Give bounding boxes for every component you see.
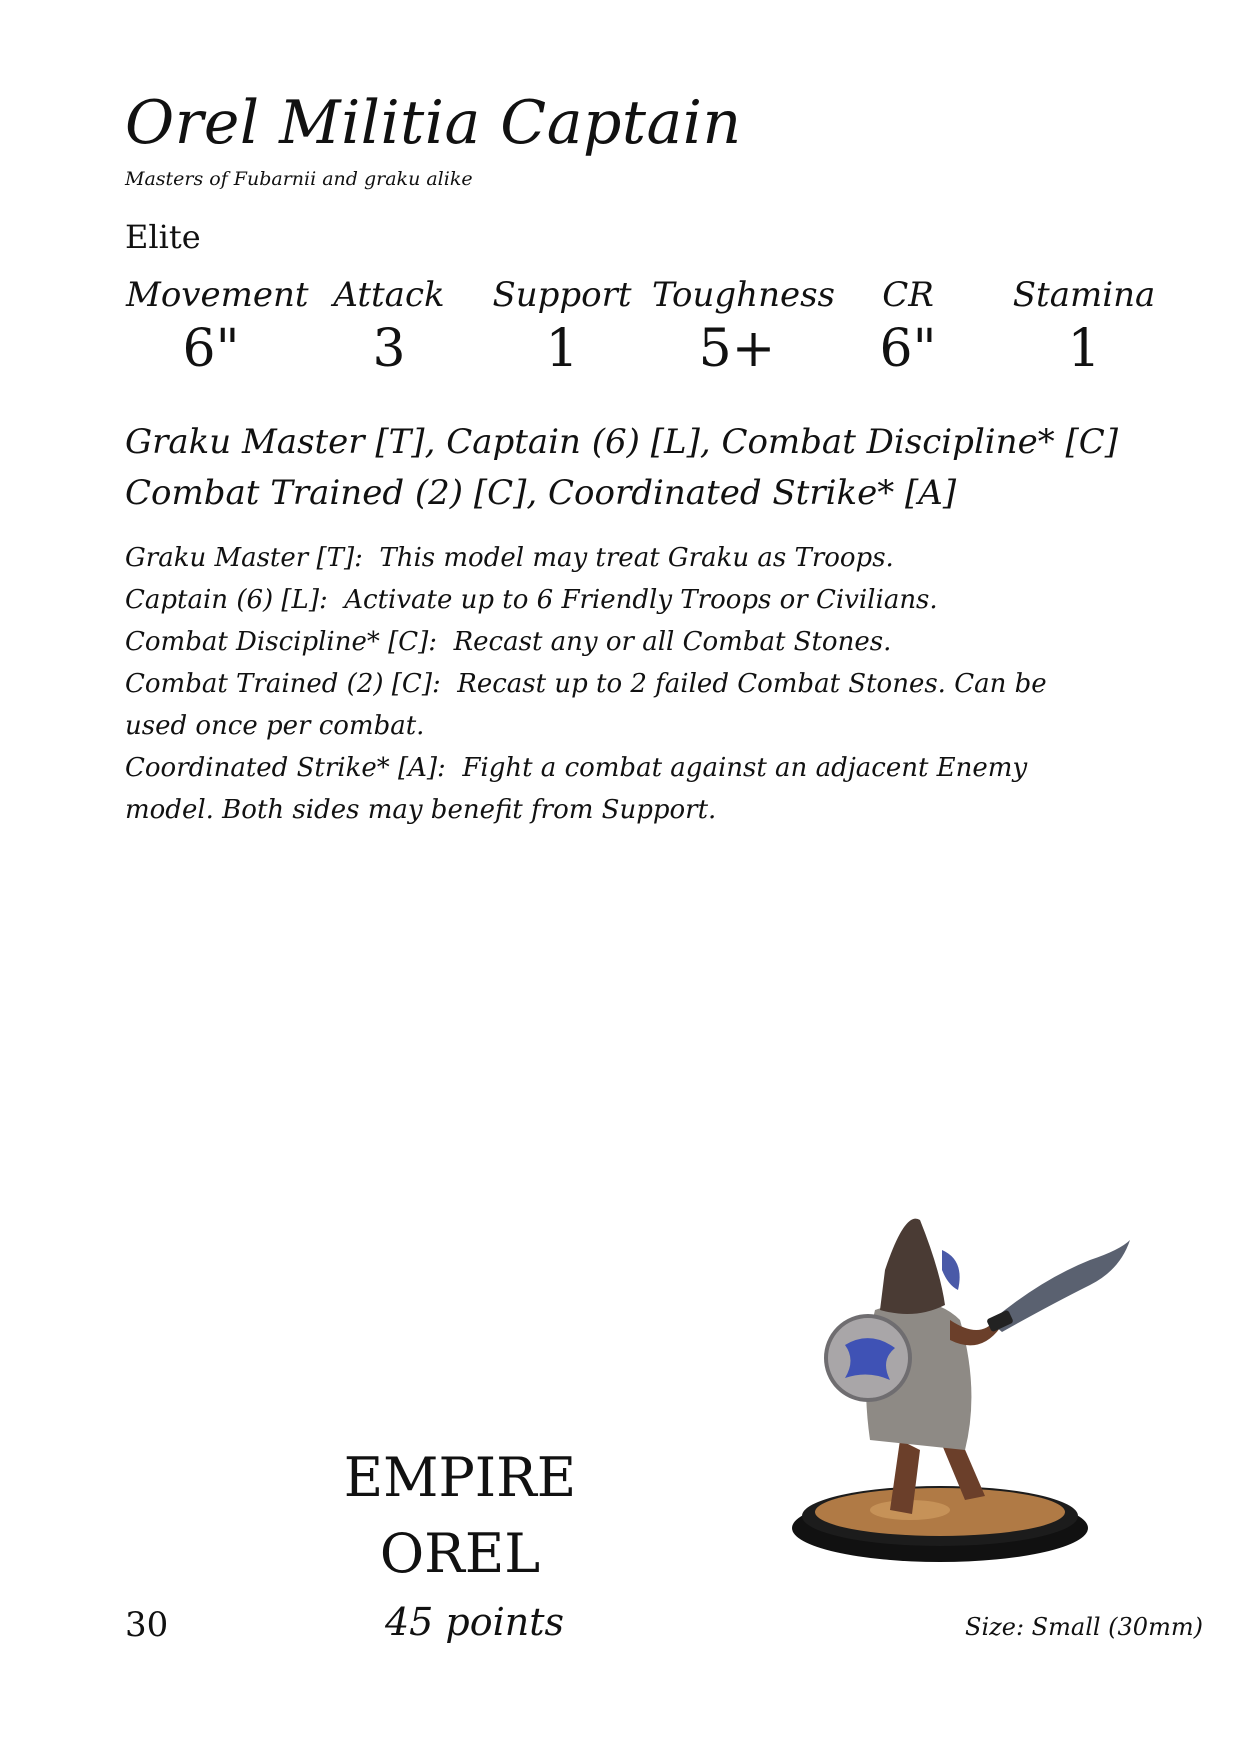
stat-stamina bbox=[999, 275, 1169, 379]
ability-detail bbox=[125, 579, 1105, 621]
base-size: Size: Small (30mm) bbox=[965, 1613, 1203, 1641]
stat-value: 1 bbox=[545, 319, 579, 379]
mini-hood-blue bbox=[942, 1250, 960, 1290]
faction-line: EMPIRE bbox=[343, 1446, 577, 1509]
stat-value: 6" bbox=[879, 319, 937, 379]
stat-support bbox=[477, 275, 647, 379]
abilities-summary bbox=[125, 417, 1118, 519]
ability-text: Recast up to 2 failed Combat Stones. Can be used once per combat. bbox=[125, 669, 1047, 741]
unit-title: Orel Militia Captain bbox=[125, 88, 742, 158]
abilities-summary-line: Graku Master [T], Captain (6) [L], Combat Discipline* [C] bbox=[125, 422, 1119, 462]
points-cost: 45 points bbox=[385, 1600, 565, 1644]
page-number: 30 bbox=[125, 1605, 169, 1645]
ability-name: Captain (6) [L]: bbox=[125, 585, 328, 615]
stat-value: 5+ bbox=[698, 319, 776, 379]
stat-label: Toughness bbox=[652, 275, 835, 315]
stat-movement bbox=[126, 275, 309, 379]
ability-detail bbox=[125, 747, 1105, 831]
ability-name: Combat Trained (2) [C]: bbox=[125, 669, 441, 699]
stat-label: Support bbox=[492, 275, 632, 315]
stat-attack bbox=[304, 275, 474, 379]
ability-text: Recast any or all Combat Stones. bbox=[453, 627, 892, 657]
mini-head bbox=[880, 1219, 945, 1314]
stat-toughness bbox=[652, 275, 835, 379]
abilities-summary-line: Combat Trained (2) [C], Coordinated Strike* [A] bbox=[125, 473, 957, 513]
stat-label: CR bbox=[882, 275, 934, 315]
stat-label: Attack bbox=[333, 275, 445, 315]
ability-detail bbox=[125, 663, 1105, 747]
miniature-image bbox=[790, 1210, 1170, 1570]
ability-detail bbox=[125, 537, 1105, 579]
unit-rank: Elite bbox=[125, 218, 201, 256]
ability-name: Combat Discipline* [C]: bbox=[125, 627, 438, 657]
ability-detail bbox=[125, 621, 1105, 663]
faction-line: OREL bbox=[379, 1522, 541, 1585]
stat-value: 1 bbox=[1067, 319, 1101, 379]
ability-text: Fight a combat against an adjacent Enemy model. Both sides may benefit from Support. bbox=[125, 753, 1028, 825]
ability-text: This model may treat Graku as Troops. bbox=[379, 543, 894, 573]
stat-value: 6" bbox=[182, 319, 240, 379]
ability-details bbox=[125, 537, 1105, 831]
stat-value: 3 bbox=[372, 319, 406, 379]
stat-label: Movement bbox=[126, 275, 309, 315]
stat-label: Stamina bbox=[1012, 275, 1156, 315]
ability-name: Coordinated Strike* [A]: bbox=[125, 753, 446, 783]
ability-name: Graku Master [T]: bbox=[125, 543, 363, 573]
unit-subtitle: Masters of Fubarnii and graku alike bbox=[125, 168, 473, 190]
faction-block bbox=[330, 1440, 590, 1592]
ability-text: Activate up to 6 Friendly Troops or Civilians. bbox=[344, 585, 938, 615]
stat-cr bbox=[823, 275, 993, 379]
